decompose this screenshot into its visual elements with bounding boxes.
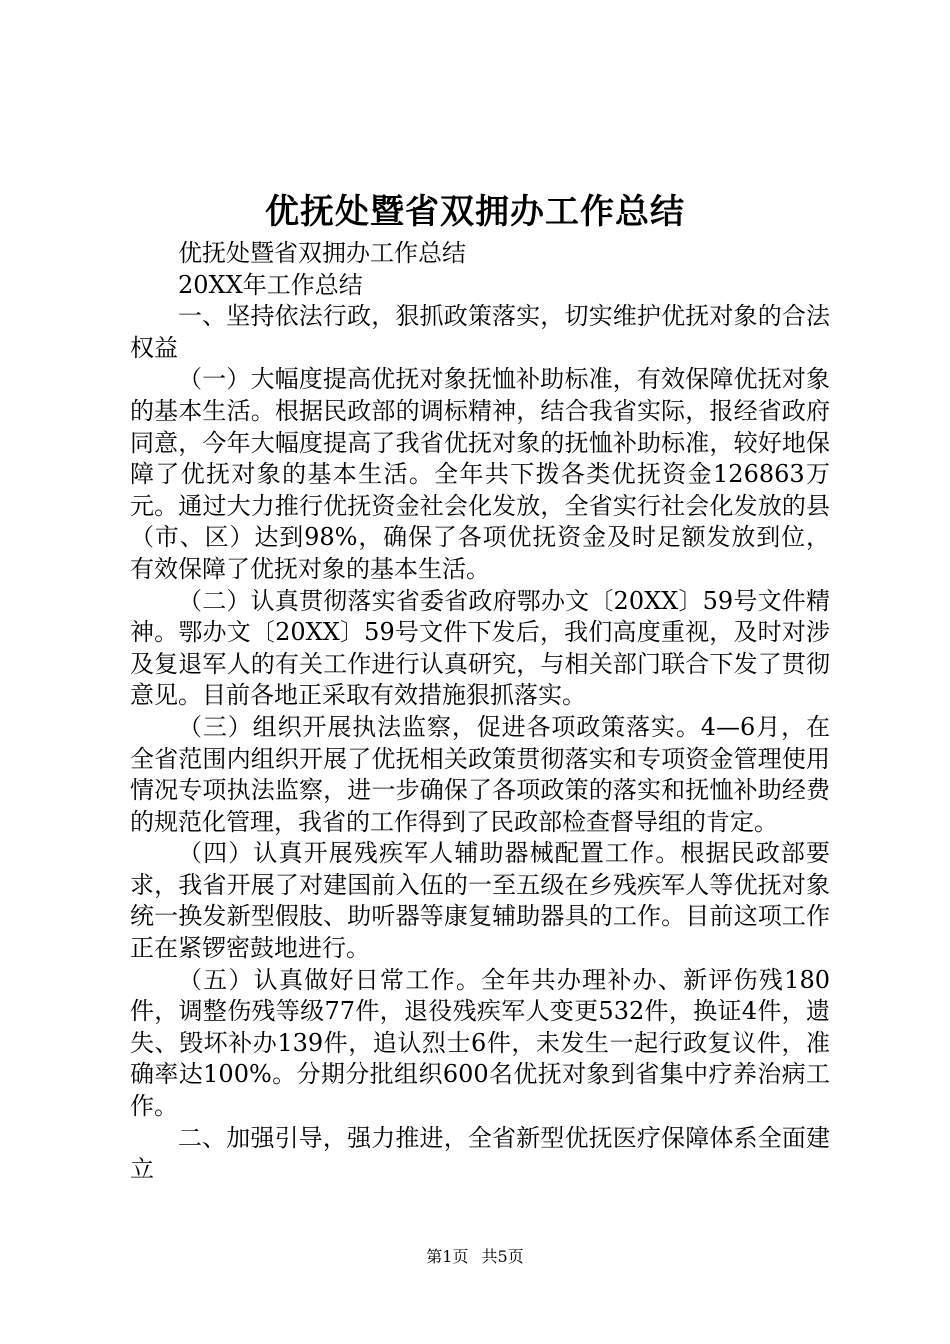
- document-title: 优抚处暨省双拥办工作总结: [265, 192, 685, 232]
- paragraph-item-1: （一）大幅度提高优抚对象抚恤补助标准，有效保障优抚对象的基本生活。根据民政部的调标精神，结合我省实际，报经省政府同意，今年大幅度提高了我省优抚对象的抚恤补助标准，较好地保障了优抚对象的基本生活。全年共下拨各类优抚资金126863万元。通过大力推行优抚资金社会化发放，全省实行社会化发放的县（市、区）达到98%，确保了各项优抚资金及时足额发放到位，有效保障了优抚对象的基本生活。: [130, 365, 830, 583]
- page-footer: [0, 1244, 950, 1267]
- section-heading-2: 二、加强引导，强力推进，全省新型优抚医疗保障体系全面建立: [130, 1123, 830, 1184]
- paragraph-item-3: （三）组织开展执法监察，促进各项政策落实。4—6月，在全省范围内组织开展了优抚相关政策贯彻落实和专项资金管理使用情况专项执法监察，进一步确保了各项政策的落实和抚恤补助经费的规范化管理，我省的工作得到了民政部检查督导组的肯定。: [130, 712, 830, 836]
- paragraph-year-summary: 20XX年工作总结: [178, 270, 363, 299]
- document-body: [130, 238, 830, 1186]
- paragraph-item-2: （二）认真贯彻落实省委省政府鄂办文〔20XX〕59号文件精神。鄂办文〔20XX〕59号文件下发后，我们高度重视，及时对涉及复退军人的有关工作进行认真研究，与相关部门联合下发了贯彻意见。目前各地正采取有效措施狠抓落实。: [130, 586, 830, 710]
- paragraph-subtitle: 优抚处暨省双拥办工作总结: [178, 239, 466, 267]
- page-total: 共5页: [481, 1247, 524, 1266]
- page-number: 第1页: [426, 1247, 469, 1266]
- paragraph-item-5: （五）认真做好日常工作。全年共办理补办、新评伤残180件，调整伤残等级77件，退役残疾军人变更532件，换证4件，遗失、毁坏补办139件，追认烈士6件，未发生一起行政复议件，准确率达100%。分期分批组织600名优抚对象到省集中疗养治病工作。: [130, 965, 830, 1121]
- paragraph-item-4: （四）认真开展残疾军人辅助器械配置工作。根据民政部要求，我省开展了对建国前入伍的一至五级在乡残疾军人等优抚对象统一换发新型假肢、助听器等康复辅助器具的工作。目前这项工作正在紧锣密鼓地进行。: [130, 839, 830, 963]
- section-heading-1: 一、坚持依法行政，狠抓政策落实，切实维护优抚对象的合法权益: [130, 302, 830, 362]
